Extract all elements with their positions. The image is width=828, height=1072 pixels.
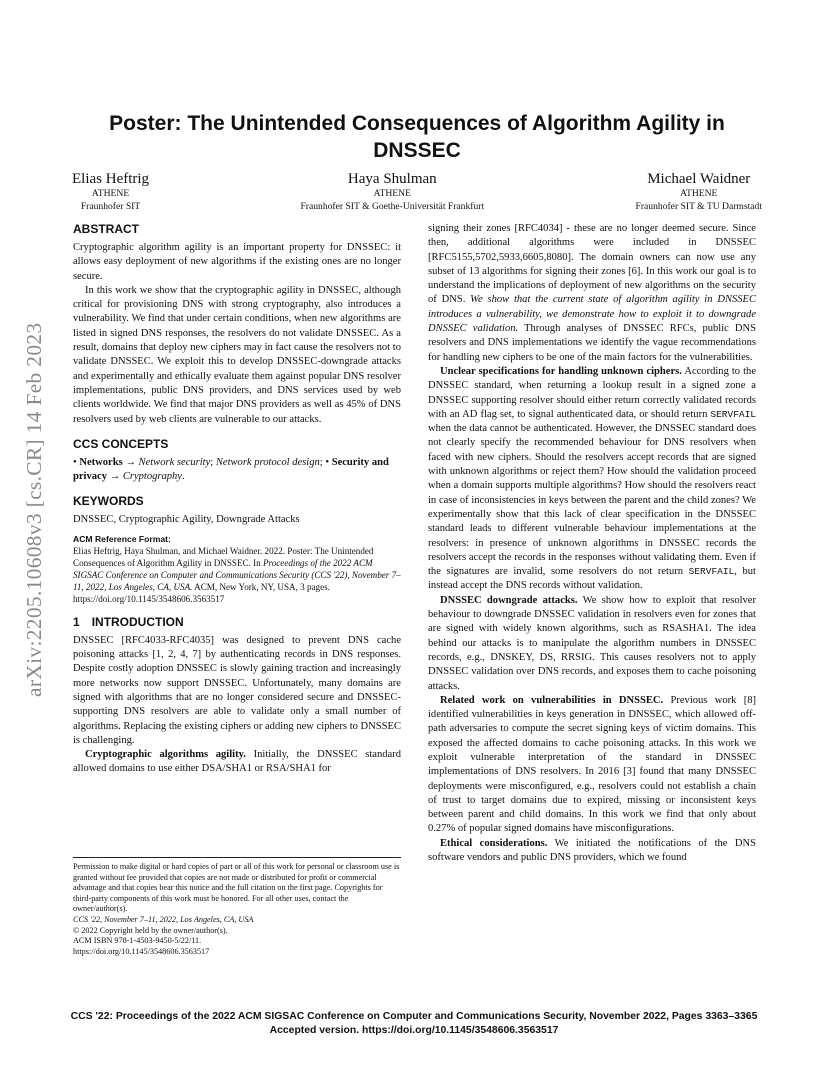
author-affiliation: Fraunhofer SIT & Goethe-Universität Frankfurt xyxy=(300,200,485,212)
author-org: ATHENE xyxy=(91,188,130,199)
ccs-item: Network security xyxy=(138,456,211,468)
author-org: ATHENE xyxy=(373,188,411,199)
ccs-heading: CCS CONCEPTS xyxy=(73,436,169,451)
intro-paragraph: DNSSEC [RFC4033-RFC4035] was designed to prevent DNS cache poisoning attacks [1, 2, 4, 7] by authenticating records in DNS responses. Despite costly adoption DNSSEC is slowly gaining traction and increasingly more networks now support DNSSEC. Unfortunately, many domains are signed with algorithms that are no longer considered secure and DNSSEC-supporting DNS resolvers are able to validate only a small number of algorithms. Replacing the existing ciphers or adding new ciphers to DNSSEC is challenging. xyxy=(73,634,401,746)
paragraph-text: when the data cannot be authenticated. However, the DNSSEC standard does not clearly specify the recommended behaviour for DNS resolvers when faced with new ciphers. Should the resolvers accept records that are signed with unknown algorithms or reject them? How should the validation proceed when a domain supports multiple algorithms? How should the resolvers react in case of inconsistencies in keys between the parent and the child zones? We experimentally show that this lack of clear specification in the DNSSEC standard leads to different vulnerable behaviour implementations at the resolvers: in presence of unknown algorithms in DNSSEC records the resolvers accept the records in the responses without validating them. Even if the signatures are invalid, some resolvers do not return xyxy=(428,423,756,578)
proceedings-line: CCS '22: Proceedings of the 2022 ACM SIGSAC Conference on Computer and Communications Security, November 2022, Pages 3363–3365 xyxy=(70,1011,758,1022)
permission-footnote xyxy=(73,857,401,957)
arrow: → xyxy=(106,471,123,483)
author-2 xyxy=(300,170,484,213)
author-1 xyxy=(72,170,149,213)
reference-venue: Proceedings of the 2022 ACM SIGSAC Conference on Computer and Communications Security (CCS '22), November 7–11, 2022, Los Angeles, CA, USA. xyxy=(73,557,401,592)
abstract-paragraph: In this work we show that the cryptographic agility in DNSSEC, although critical for provisioning DNS with strong cryptography, also introduces a vulnerability. We find that under certain conditions, when new algorithms are listed in signed DNS responses, the resolvers do not validate DNSSEC. As a result, domains that deploy new ciphers may in fact cause the resolvers not to validate DNSSEC. We exploit this to develop DNSSEC-downgrade attacks and experimentally and ethically evaluate them against popular DNS resolver implementations, public DNS providers, and DNS services used by web clients worldwide. We find that major DNS providers as well as 45% of DNS resolvers used by web clients are vulnerable to our attacks. xyxy=(73,284,401,425)
author-affiliation: Fraunhofer SIT & TU Darmstadt xyxy=(635,200,762,212)
author-name: Elias Heftrig xyxy=(72,171,150,187)
reference-authors: Elias Heftrig, Haya Shulman, and Michael Waidner. 2022. Poster: The Unintended Consequences of Algorithm Agility in DNSSEC. In xyxy=(73,545,374,568)
reference-publisher: ACM, New York, NY, USA, 3 pages. https://doi.org/10.1145/3548606.3563517 xyxy=(73,581,330,604)
author-org: ATHENE xyxy=(680,188,718,199)
paragraph-text: , but instead accept the DNS records without validation. xyxy=(428,566,756,592)
paragraph-heading: Cryptographic algorithms agility. xyxy=(85,749,246,761)
author-block xyxy=(72,170,762,213)
acm-reference-text xyxy=(73,545,401,605)
ccs-item: Cryptography xyxy=(122,471,182,483)
paragraph-text: signing their zones [RFC4034] - these are no longer deemed secure. Since then, additional algorithms were included in DNSSEC [RFC5155,5702,5933,6605,8080]. The domain owners can now use any subset of 13 algorithms for signing their zones [6]. In this work our goal is to understand the implications of deployment of new algorithms on the security of DNS. xyxy=(428,223,756,306)
paragraph-text: We initiated the notifications of the DNS software vendors and public DNS providers, which we found xyxy=(428,837,757,864)
paper-title: Poster: The Unintended Consequences of Algorithm Agility in DNSSEC xyxy=(109,112,725,162)
footnote-venue: CCS '22, November 7–11, 2022, Los Angeles, CA, USA xyxy=(73,914,254,924)
period: . xyxy=(182,471,185,483)
ccs-item: Network protocol design xyxy=(215,456,320,468)
bullet: • xyxy=(73,456,77,468)
separator: ; xyxy=(319,456,326,468)
keywords-heading: KEYWORDS xyxy=(73,494,144,509)
abstract-heading: ABSTRACT xyxy=(73,222,139,236)
author-affiliation: Fraunhofer SIT xyxy=(80,200,141,212)
paragraph-heading: Unclear specifications for handling unknown ciphers. xyxy=(440,365,682,377)
author-3 xyxy=(636,170,762,213)
paragraph-text: Previous work [8] identified vulnerabilities in keys generation in DNSSEC, which allowed off-path adversaries to compute the secret signing keys of victim domains. This exposed the affected domains to cache poisoning attacks. In this work we exploit vulnerable interpretation of the standard in DNSSEC implementations of DNS resolvers. In 2016 [3] found that many DNSSEC deployments were misconfigured, e.g., resolvers could not establish a chain of trust to target domains due to expired, missing or inconsistent keys between parent and child domains. In this work we find that only about 0.27% of popular signed domains have misconfigurations. xyxy=(428,694,756,835)
right-column xyxy=(428,222,756,865)
isbn-line: ACM ISBN 978-1-4503-9450-5/22/11. xyxy=(73,936,202,946)
copyright-line: © 2022 Copyright held by the owner/author(s). xyxy=(73,925,228,935)
section-title: INTRODUCTION xyxy=(91,614,184,629)
paragraph-text: We show how to exploit that resolver behaviour to downgrade DNSSEC validation in resolvers even for zones that are signed with widely known algorithms, such as RSASHA1. The idea behind our attacks is to manipulate the algorithm numbers in DNSSEC records, e.g., DNSKEY, DS, RRSIG. This causes resolvers not to apply DNSSEC validation over DNS records, and exposes them to cache poisoning attacks. xyxy=(428,594,756,692)
body-paragraph xyxy=(428,222,756,365)
accepted-version-line: Accepted version. https://doi.org/10.1145/3548606.3563517 xyxy=(269,1025,559,1036)
ccs-concepts xyxy=(73,456,401,485)
author-name: Michael Waidner xyxy=(647,171,751,187)
paragraph-body: Initially, the DNSSEC standard allowed domains to use either DSA/SHA1 or RSA/SHA1 for xyxy=(73,749,401,775)
keywords-text: DNSSEC, Cryptographic Agility, Downgrade Attacks xyxy=(73,514,300,526)
key-claim: We show that the current state of algorithm agility in DNSSEC introduces a vulnerability, we demonstrate how to exploit it to downgrade DNSSEC validation. xyxy=(428,294,756,335)
paragraph-text: Through analyses of DNSSEC RFCs, public DNS resolvers and DNS implementations we identify the vague recommendations for handling new ciphers to be one of the main factors for the vulnerabilities. xyxy=(428,323,756,363)
paragraph-heading: Ethical considerations. xyxy=(440,837,548,849)
bullet: • xyxy=(325,456,330,468)
author-name: Haya Shulman xyxy=(347,171,437,187)
code-token: SERVFAIL xyxy=(710,408,756,420)
body-paragraph xyxy=(428,837,756,866)
body-paragraph xyxy=(428,694,756,837)
acm-reference-heading: ACM Reference Format: xyxy=(73,533,171,544)
arxiv-stamp: arXiv:2205.10608v3 [cs.CR] 14 Feb 2023 xyxy=(22,322,46,698)
code-token: SERVFAIL xyxy=(688,566,735,578)
intro-paragraph xyxy=(73,748,401,777)
separator: ; xyxy=(210,456,216,468)
ccs-category: Networks xyxy=(79,456,123,468)
body-paragraph xyxy=(428,365,756,594)
ccs-category: Security and privacy xyxy=(73,456,389,483)
arrow: → xyxy=(122,456,139,468)
proceedings-footer xyxy=(60,1010,768,1038)
paragraph-heading: Related work on vulnerabilities in DNSSEC. xyxy=(440,694,664,706)
abstract-paragraph: Cryptographic algorithm agility is an important property for DNSSEC: it allows easy deployment of new algorithms if the existing ones are no longer secure. xyxy=(73,242,401,282)
permission-text: Permission to make digital or hard copies of part or all of this work for personal or classroom use is granted without fee provided that copies are not made or distributed for profit or commercial advantage and that copies bear this notice and the full citation on the first page. Copyrights for third-party components of this work must be honored. For all other uses, contact the owner/author(s). xyxy=(73,862,400,914)
doi-line: https://doi.org/10.1145/3548606.3563517 xyxy=(73,946,210,956)
paragraph-text: According to the DNSSEC standard, when returning a lookup result in a signed zone a DNSSEC supporting resolver should either return correctly validated records with an AD flag set, to signal authenticated data, or should return xyxy=(428,365,756,420)
introduction-heading xyxy=(73,615,401,630)
body-paragraph xyxy=(428,594,756,694)
paragraph-heading: DNSSEC downgrade attacks. xyxy=(440,594,578,606)
left-column xyxy=(73,222,401,777)
section-number: 1 xyxy=(73,614,80,629)
